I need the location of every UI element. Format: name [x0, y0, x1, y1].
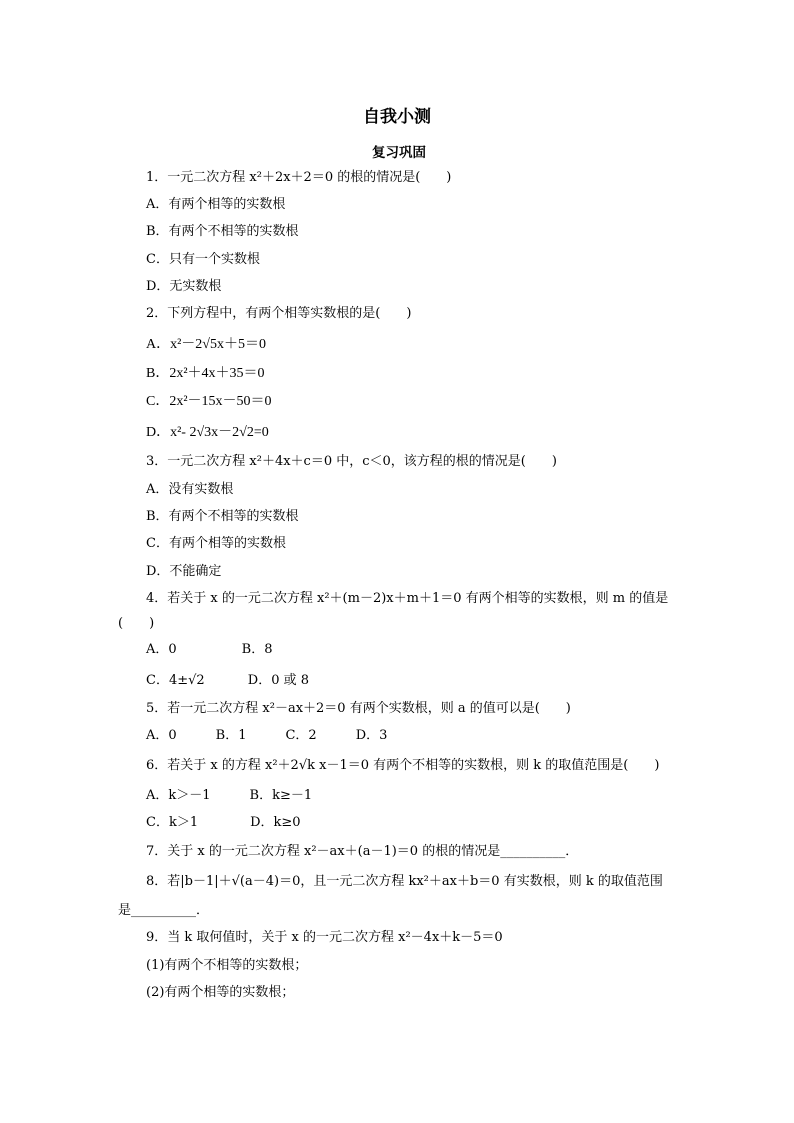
- question-3-option-d: D．不能确定: [146, 564, 222, 579]
- question-6-options-cd: C．k＞1 D．k≥0: [146, 815, 301, 830]
- question-8: 8．若|b－1|＋√(a－4)＝0，且一元二次方程 kx²＋ax＋b＝0 有实数根，则 k 的取值范围: [146, 874, 663, 889]
- section-title: 复习巩固: [372, 145, 426, 161]
- question-1-option-d: D．无实数根: [146, 279, 222, 294]
- question-5: 5．若一元二次方程 x²－ax＋2＝0 有两个实数根，则 a 的值可以是( ): [146, 701, 571, 716]
- question-3-option-c: C．有两个相等的实数根: [146, 536, 286, 551]
- question-7: 7．关于 x 的一元二次方程 x²－ax＋(a－1)＝0 的根的情况是__________．: [146, 844, 579, 859]
- question-4-options-cd: C．4±√2 D．0 或 8: [146, 673, 310, 688]
- question-1-option-b: B．有两个不相等的实数根: [146, 224, 299, 239]
- question-9-part-2: (2)有两个相等的实数根；: [146, 985, 295, 1000]
- question-2-option-b: B．2x²＋4x＋35＝0: [146, 366, 265, 381]
- question-6: 6．若关于 x 的方程 x²＋2√k x－1＝0 有两个不相等的实数根，则 k 的取值范围是( ): [146, 758, 660, 773]
- question-8-continued: 是__________．: [118, 903, 210, 918]
- question-2: 2．下列方程中，有两个相等实数根的是( ): [146, 306, 412, 321]
- page-title: 自我小测: [363, 107, 431, 127]
- question-1: 1．一元二次方程 x²＋2x＋2＝0 的根的情况是( ): [146, 170, 452, 185]
- question-4: 4．若关于 x 的一元二次方程 x²＋(m－2)x＋m＋1＝0 有两个相等的实数根，则 m 的值是: [146, 591, 669, 606]
- question-3: 3．一元二次方程 x²＋4x＋c＝0 中，c＜0，该方程的根的情况是( ): [146, 454, 557, 469]
- question-4-continued: ( ): [118, 616, 155, 631]
- question-1-option-a: A．有两个相等的实数根: [146, 197, 286, 212]
- question-9-part-1: (1)有两个不相等的实数根；: [146, 958, 308, 973]
- question-5-options: A．0 B．1 C．2 D．3: [146, 728, 388, 743]
- question-2-option-d: D．x²- 2√3x－2√2=0: [146, 425, 269, 440]
- question-2-option-a: A．x²－2√5x＋5＝0: [146, 337, 266, 352]
- question-3-option-b: B．有两个不相等的实数根: [146, 509, 299, 524]
- question-2-option-c: C．2x²－15x－50＝0: [146, 394, 272, 409]
- question-9: 9．当 k 取何值时，关于 x 的一元二次方程 x²－4x＋k－5＝0: [146, 930, 503, 945]
- question-1-option-c: C．只有一个实数根: [146, 252, 260, 267]
- question-3-option-a: A．没有实数根: [146, 482, 234, 497]
- question-6-options-ab: A．k＞－1 B．k≥－1: [146, 788, 313, 803]
- question-4-options-ab: A．0 B．8: [146, 642, 273, 657]
